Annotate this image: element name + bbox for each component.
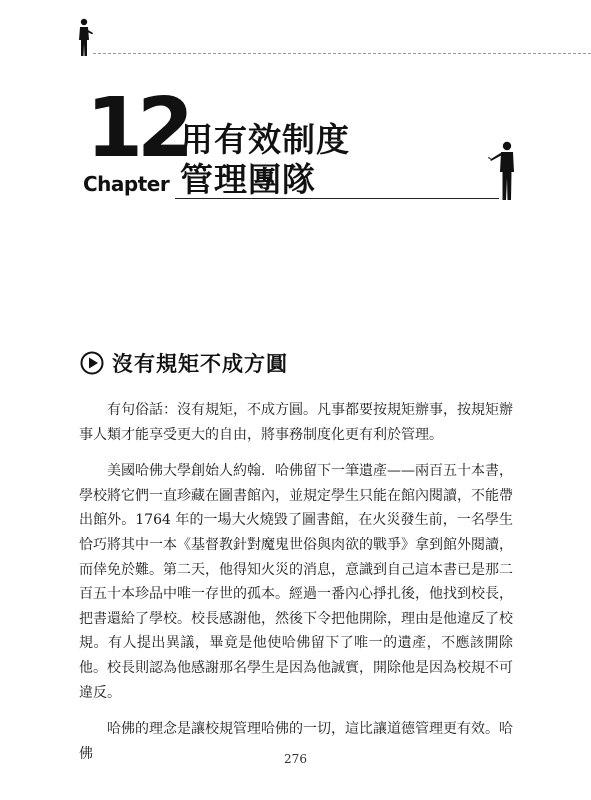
- page-number: 276: [284, 752, 307, 766]
- paragraph-1: 有句俗話：沒有規矩，不成方圓。凡事都要按規矩辦事，按規矩辦事人類才能享受更大的自由，將事務制度化更有利於管理。: [79, 402, 513, 443]
- section-title: 沒有規矩不成方圓: [112, 352, 288, 376]
- businessman-pointing-silhouette-icon: [488, 140, 518, 202]
- title-underline: [175, 198, 499, 199]
- chapter-number: 12: [86, 81, 189, 176]
- play-icon: [80, 351, 104, 375]
- section-heading: [80, 349, 288, 377]
- paragraph-2: 美國哈佛大學創始人約翰．哈佛留下一筆遺產——兩百五十本書，學校將它們一直珍藏在圖書館內，並規定學生只能在館內閱讀，不能帶出館外。1764 年的一場大火燒毀了圖書館，在火災發生前，一名學生恰巧將其中一本《基督教針對魔鬼世俗與肉欲的戰爭》拿到館外閱讀，而倖免於難。第二天，他得知火災的消息，意識到自己這本書已是那二百五十本珍品中唯一存世的孤本。經過一番內心掙扎後，他找到校長，把書還給了學校。校長感謝他，然後下令把他開除，理由是他違反了校規。有人提出異議，畢竟是他使哈佛留下了唯一的遺產，不應該開除他。校長則認為他感謝那名學生是因為他誠實，開除他是因為校規不可違反。: [79, 463, 513, 701]
- header-dashed-rule: [93, 53, 591, 54]
- paragraph-3: 哈佛的理念是讓校規管理哈佛的一切，這比讓道德管理更有效。哈佛: [79, 721, 513, 762]
- chapter-title-line-1: 用有效制度: [180, 120, 350, 159]
- chapter-title-line-2: 管理團隊: [180, 160, 316, 199]
- body-text: [79, 398, 513, 778]
- businessman-silhouette-icon: [78, 18, 94, 58]
- chapter-label: Chapter: [83, 172, 170, 196]
- chapter-title: [180, 120, 350, 200]
